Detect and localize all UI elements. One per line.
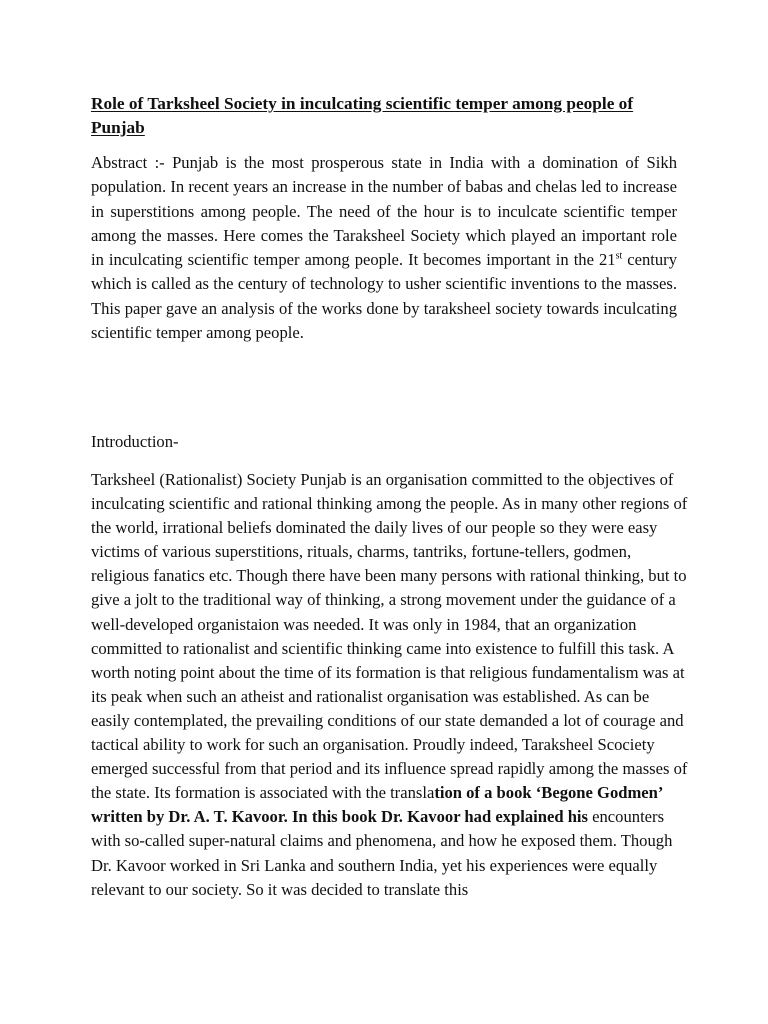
abstract-text-part-1: Abstract :- Punjab is the most prosperous state in India with a domination of Sikh population. In recent years an increase in the number of babas and chelas led to increase in superstitions among people. The need of the hour is to inculcate scientific temper among the masses. Here comes the Taraksheel Society which played an important role in inculcating scientific temper among people. It becomes important in the 21 [91, 153, 677, 270]
introduction-text-part-1: Tarksheel (Rationalist) Society Punjab is an organisation committed to the objectives of inculcating scientific and rational thinking among the people. As in many other regions of the world, irrational beliefs dominated the daily lives of our people so they were easy victims of various superstitions, rituals, charms, tantriks, fortune-tellers, godmen, religious fanatics etc. Though there have been many persons with rational thinking, but to give a jolt to the traditional way of thinking, a strong movement under the guidance of a well-developed organistaion was needed. It was only in 1984, that an organization committed to rationalist and scientific thinking came into existence to fulfill this task. A worth noting point about the time of its formation is that religious fundamentalism was at its peak when such an atheist and rationalist organisation was established. As can be easily contemplated, the prevailing conditions of our state demanded a lot of courage and tactical ability to work for such an organisation. Proudly indeed, Taraksheel Scociety emerged successful from that period and its influence spread rapidly among the masses of the state. Its formation is associated with the transla [91, 470, 688, 803]
introduction-heading: Introduction- [91, 432, 179, 451]
abstract-text-part-2: century which is called as the century of technology to usher scientific inventions to the masses. This paper gave an analysis of the works done by taraksheel society towards inculcating scientific temper among people. [91, 250, 677, 343]
document-title: Role of Tarksheel Society in inculcating scientific temper among people of Punjab [91, 94, 634, 137]
abstract-paragraph [91, 151, 677, 345]
introduction-bold-fragment: tion of a book ‘Begone Godmen’ written by Dr. A. T. Kavoor. In this book Dr. Kavoor had explained his [91, 783, 663, 827]
introduction-text-part-2: encounters with so-called super-natural claims and phenomena, and how he exposed them. Though Dr. Kavoor worked in Sri Lanka and southern India, yet his experiences were equally relevant to our society. So it was decided to translate this [91, 807, 673, 899]
ordinal-superscript: st [615, 250, 623, 262]
introduction-paragraph [91, 468, 691, 902]
